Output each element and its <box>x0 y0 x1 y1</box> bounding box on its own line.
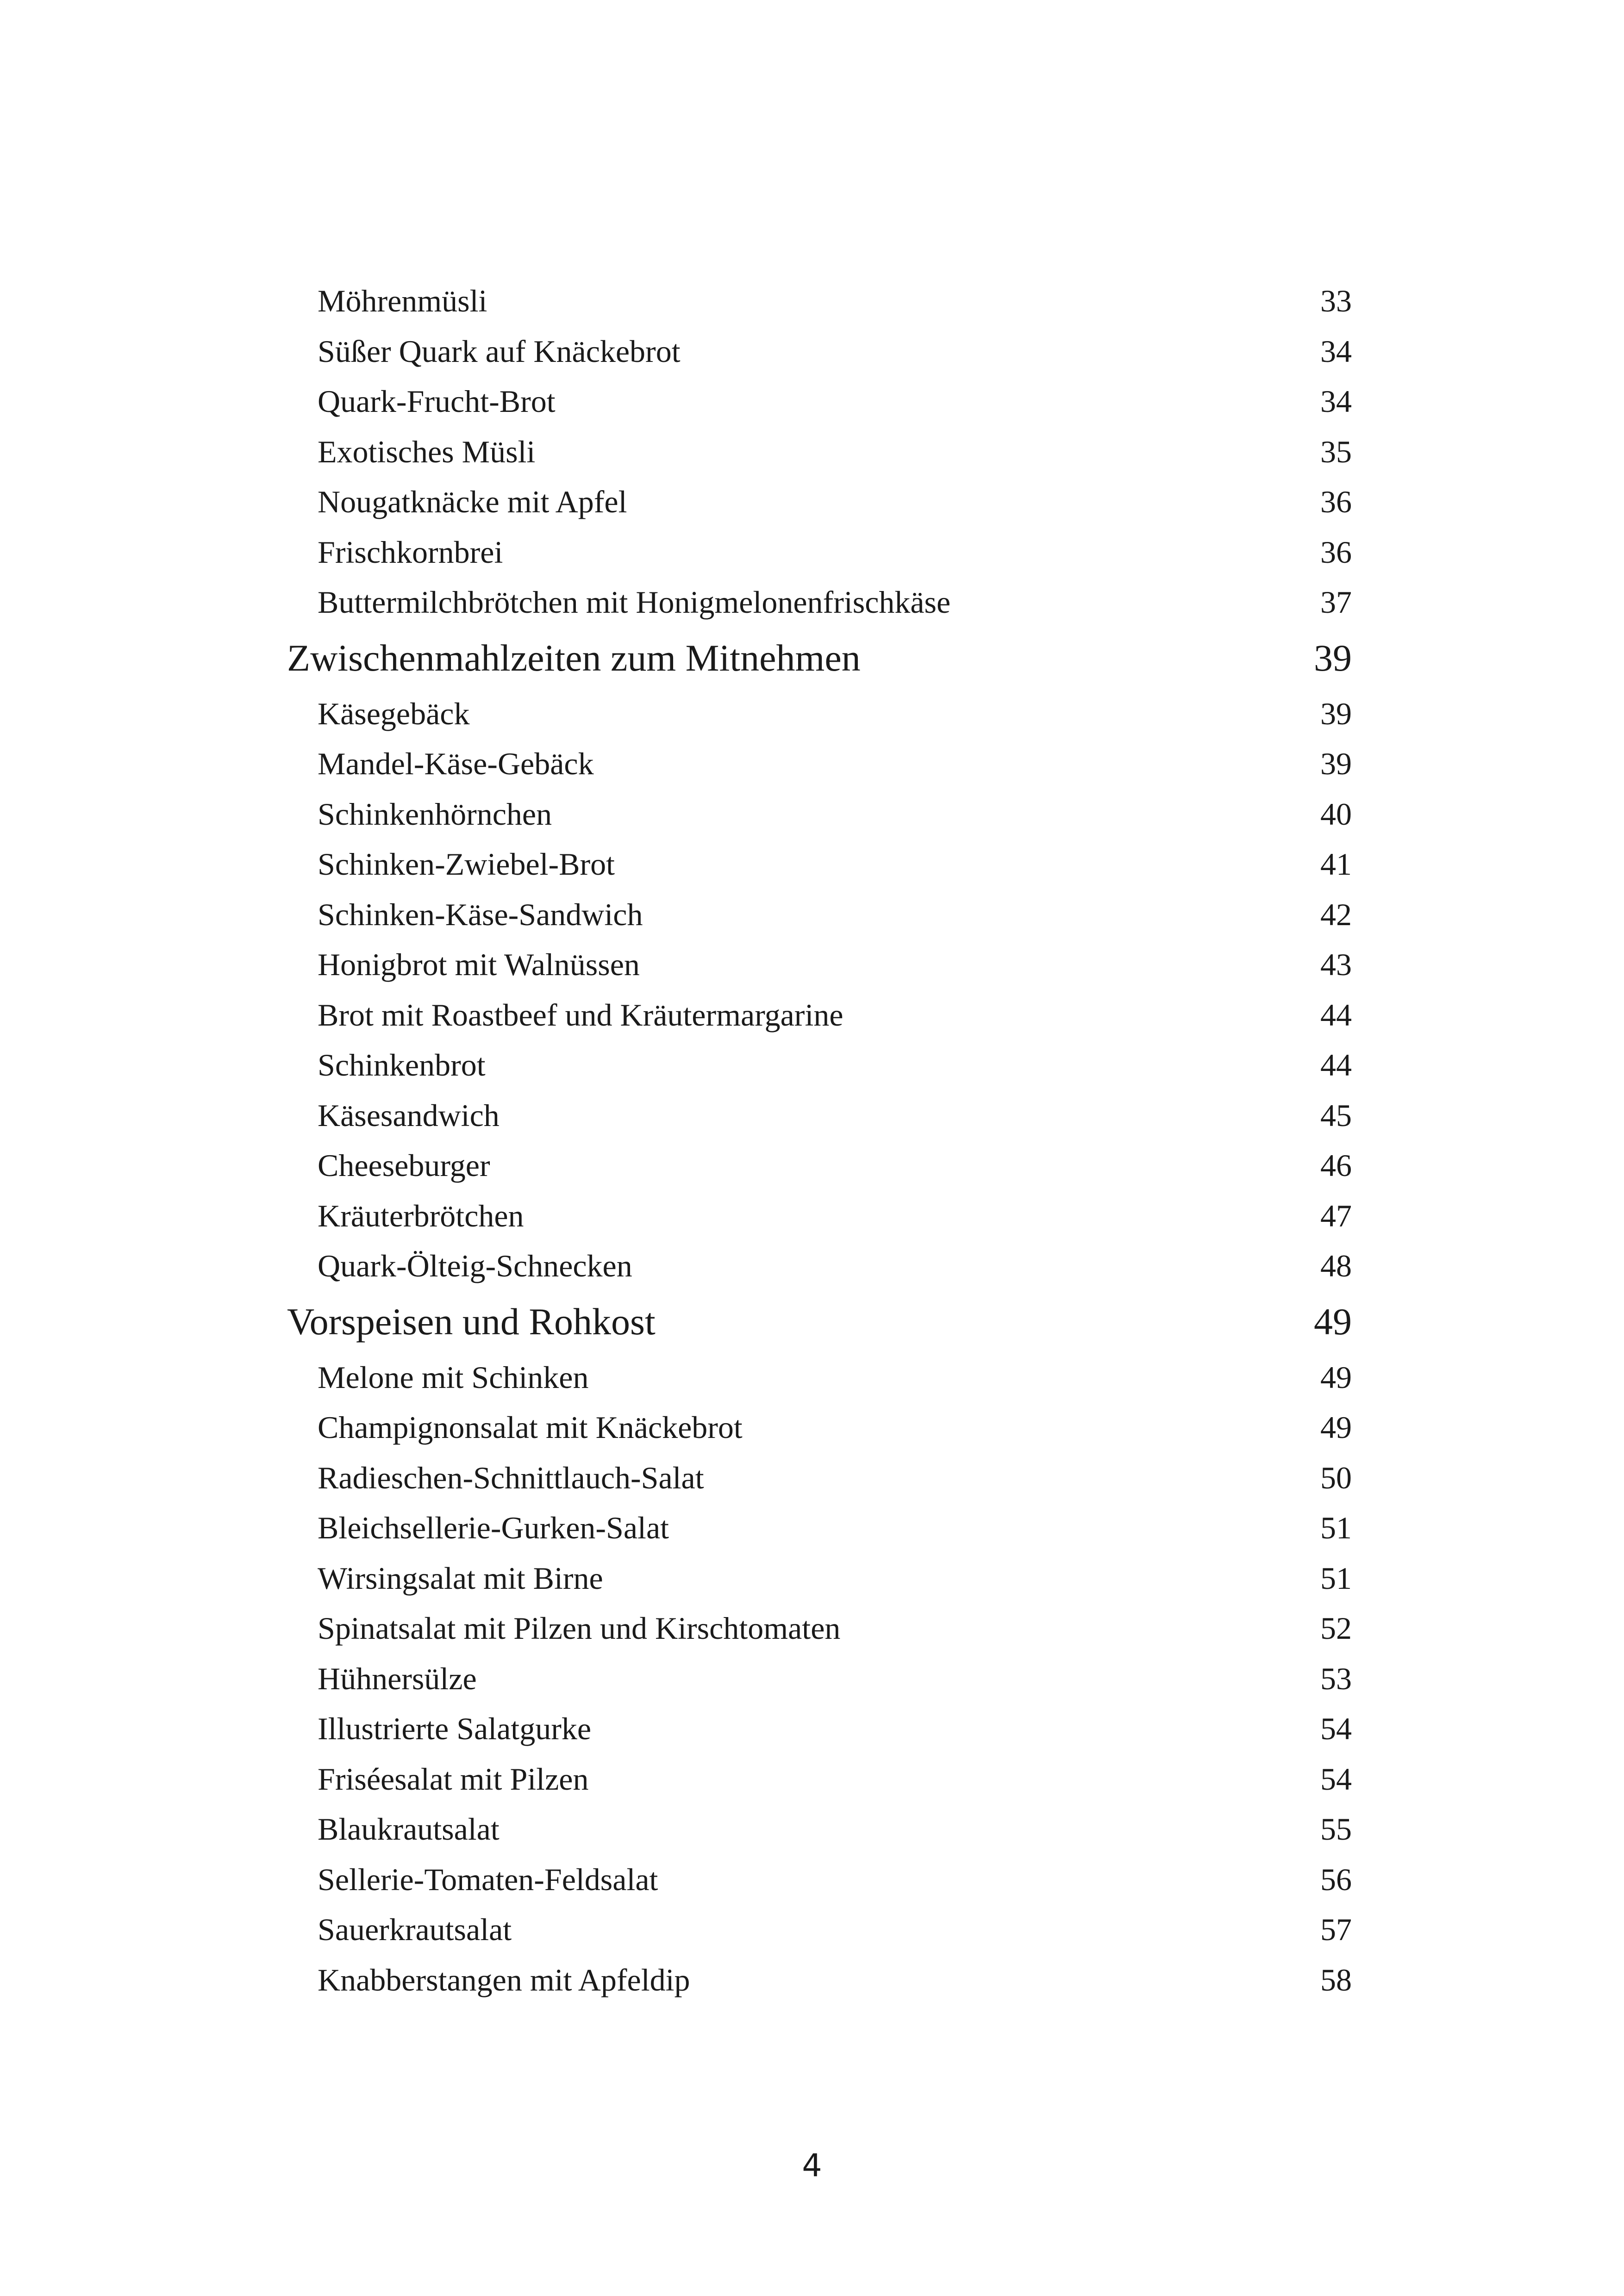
toc-entry-title: Champignonsalat mit Knäckebrot <box>318 1410 743 1445</box>
toc-entry[interactable] <box>287 276 1352 326</box>
toc-entry-title: Käsesandwich <box>318 1097 500 1133</box>
toc-page-number: 45 <box>1320 1097 1352 1133</box>
toc-entry-title: Quark-Frucht-Brot <box>318 384 556 419</box>
toc-entry[interactable] <box>287 1503 1352 1553</box>
toc-entry-title: Friséesalat mit Pilzen <box>318 1761 589 1797</box>
toc-page-number: 55 <box>1320 1811 1352 1847</box>
toc-page-number: 57 <box>1320 1912 1352 1947</box>
toc-entry[interactable] <box>287 1191 1352 1241</box>
toc-entry[interactable] <box>287 990 1352 1040</box>
toc-entry[interactable] <box>287 1654 1352 1704</box>
toc-entry[interactable] <box>287 1804 1352 1854</box>
toc-section-heading[interactable] <box>287 628 1352 689</box>
toc-entry-title: Radieschen-Schnittlauch-Salat <box>318 1460 704 1495</box>
toc-entry[interactable] <box>287 326 1352 377</box>
toc-entry[interactable] <box>287 1453 1352 1503</box>
toc-page-number: 43 <box>1320 947 1352 982</box>
toc-entry[interactable] <box>287 839 1352 890</box>
toc-entry-title: Exotisches Müsli <box>318 434 536 469</box>
toc-entry[interactable] <box>287 1603 1352 1654</box>
toc-page-number: 56 <box>1320 1861 1352 1897</box>
toc-page-number: 54 <box>1320 1711 1352 1746</box>
toc-page-number: 47 <box>1320 1198 1352 1233</box>
toc-page-number: 49 <box>1314 1300 1352 1343</box>
toc-entry[interactable] <box>287 376 1352 427</box>
toc-entry-title: Mandel-Käse-Gebäck <box>318 746 594 781</box>
toc-entry[interactable] <box>287 1854 1352 1905</box>
toc-page-number: 53 <box>1320 1661 1352 1696</box>
toc-entry-title: Brot mit Roastbeef und Kräutermargarine <box>318 997 843 1033</box>
toc-page-number: 49 <box>1320 1410 1352 1445</box>
toc-page-number: 36 <box>1320 534 1352 570</box>
toc-entry-title: Nougatknäcke mit Apfel <box>318 484 627 519</box>
toc-entry[interactable] <box>287 1754 1352 1804</box>
toc-page-number: 33 <box>1320 283 1352 318</box>
toc-entry[interactable] <box>287 689 1352 739</box>
toc-entry[interactable] <box>287 1704 1352 1754</box>
toc-entry-title: Käsegebäck <box>318 696 470 731</box>
toc-page-number: 44 <box>1320 1047 1352 1083</box>
toc-entry-title: Schinkenbrot <box>318 1047 486 1083</box>
toc-entry-title: Wirsingsalat mit Birne <box>318 1560 603 1596</box>
toc-entry[interactable] <box>287 1040 1352 1090</box>
toc-entry-title: Schinken-Käse-Sandwich <box>318 896 643 932</box>
toc-entry-title: Quark-Ölteig-Schnecken <box>318 1248 632 1283</box>
toc-page-number: 52 <box>1320 1611 1352 1646</box>
toc-entry[interactable] <box>287 427 1352 477</box>
toc-page-number: 58 <box>1320 1962 1352 1997</box>
toc-entry-title: Melone mit Schinken <box>318 1359 589 1395</box>
toc-section-heading[interactable] <box>287 1291 1352 1352</box>
toc-page-number: 35 <box>1320 434 1352 469</box>
toc-page-number: 42 <box>1320 896 1352 932</box>
toc-page-number: 34 <box>1320 384 1352 419</box>
toc-entry-title: Möhrenmüsli <box>318 283 487 318</box>
toc-page-number: 48 <box>1320 1248 1352 1283</box>
toc-page-number: 51 <box>1320 1510 1352 1545</box>
toc-page-number: 39 <box>1320 746 1352 781</box>
toc-entry-title: Knabberstangen mit Apfeldip <box>318 1962 690 1997</box>
toc-entry-title: Buttermilchbrötchen mit Honigmelonenfrischkäse <box>318 585 951 620</box>
toc-entry[interactable] <box>287 890 1352 940</box>
toc-page-number: 50 <box>1320 1460 1352 1495</box>
toc-page-number: 41 <box>1320 846 1352 882</box>
toc-entry[interactable] <box>287 1553 1352 1604</box>
toc-page-number: 37 <box>1320 585 1352 620</box>
toc-page-number: 39 <box>1314 636 1352 679</box>
toc-entry-title: Illustrierte Salatgurke <box>318 1711 592 1746</box>
toc-entry-title: Spinatsalat mit Pilzen und Kirschtomaten <box>318 1611 841 1646</box>
toc-entry[interactable] <box>287 1140 1352 1191</box>
toc-page-number: 49 <box>1320 1359 1352 1395</box>
toc-section-title: Vorspeisen und Rohkost <box>287 1300 656 1343</box>
toc-entry[interactable] <box>287 1241 1352 1291</box>
toc-page-number: 36 <box>1320 484 1352 519</box>
toc-page-number: 40 <box>1320 796 1352 832</box>
page-number: 4 <box>802 2147 822 2184</box>
toc-entry-title: Schinkenhörnchen <box>318 796 552 832</box>
toc-entry[interactable] <box>287 739 1352 789</box>
toc-entry-title: Süßer Quark auf Knäckebrot <box>318 333 681 369</box>
toc-section-title: Zwischenmahlzeiten zum Mitnehmen <box>287 636 861 679</box>
toc-entry-title: Frischkornbrei <box>318 534 503 570</box>
toc-entry-title: Bleichsellerie-Gurken-Salat <box>318 1510 669 1545</box>
toc-entry-title: Sellerie-Tomaten-Feldsalat <box>318 1861 658 1897</box>
toc-entry[interactable] <box>287 1090 1352 1141</box>
toc-entry[interactable] <box>287 940 1352 990</box>
toc-page-number: 44 <box>1320 997 1352 1033</box>
toc-entry-title: Honigbrot mit Walnüssen <box>318 947 640 982</box>
table-of-contents <box>287 276 1352 2005</box>
toc-entry-title: Hühnersülze <box>318 1661 477 1696</box>
toc-entry-title: Blaukrautsalat <box>318 1811 500 1847</box>
toc-entry-title: Sauerkrautsalat <box>318 1912 512 1947</box>
toc-page-number: 39 <box>1320 696 1352 731</box>
toc-page-number: 46 <box>1320 1148 1352 1183</box>
toc-entry[interactable] <box>287 1352 1352 1403</box>
toc-page-number: 51 <box>1320 1560 1352 1596</box>
toc-entry-title: Schinken-Zwiebel-Brot <box>318 846 615 882</box>
toc-page-number: 34 <box>1320 333 1352 369</box>
toc-entry[interactable] <box>287 789 1352 840</box>
toc-entry[interactable] <box>287 1955 1352 2005</box>
toc-page-number: 54 <box>1320 1761 1352 1797</box>
toc-entry[interactable] <box>287 1904 1352 1955</box>
toc-entry-title: Cheeseburger <box>318 1148 490 1183</box>
toc-entry-title: Kräuterbrötchen <box>318 1198 524 1233</box>
toc-entry[interactable] <box>287 527 1352 578</box>
toc-entry[interactable] <box>287 577 1352 628</box>
toc-entry[interactable] <box>287 1402 1352 1453</box>
toc-entry[interactable] <box>287 477 1352 527</box>
